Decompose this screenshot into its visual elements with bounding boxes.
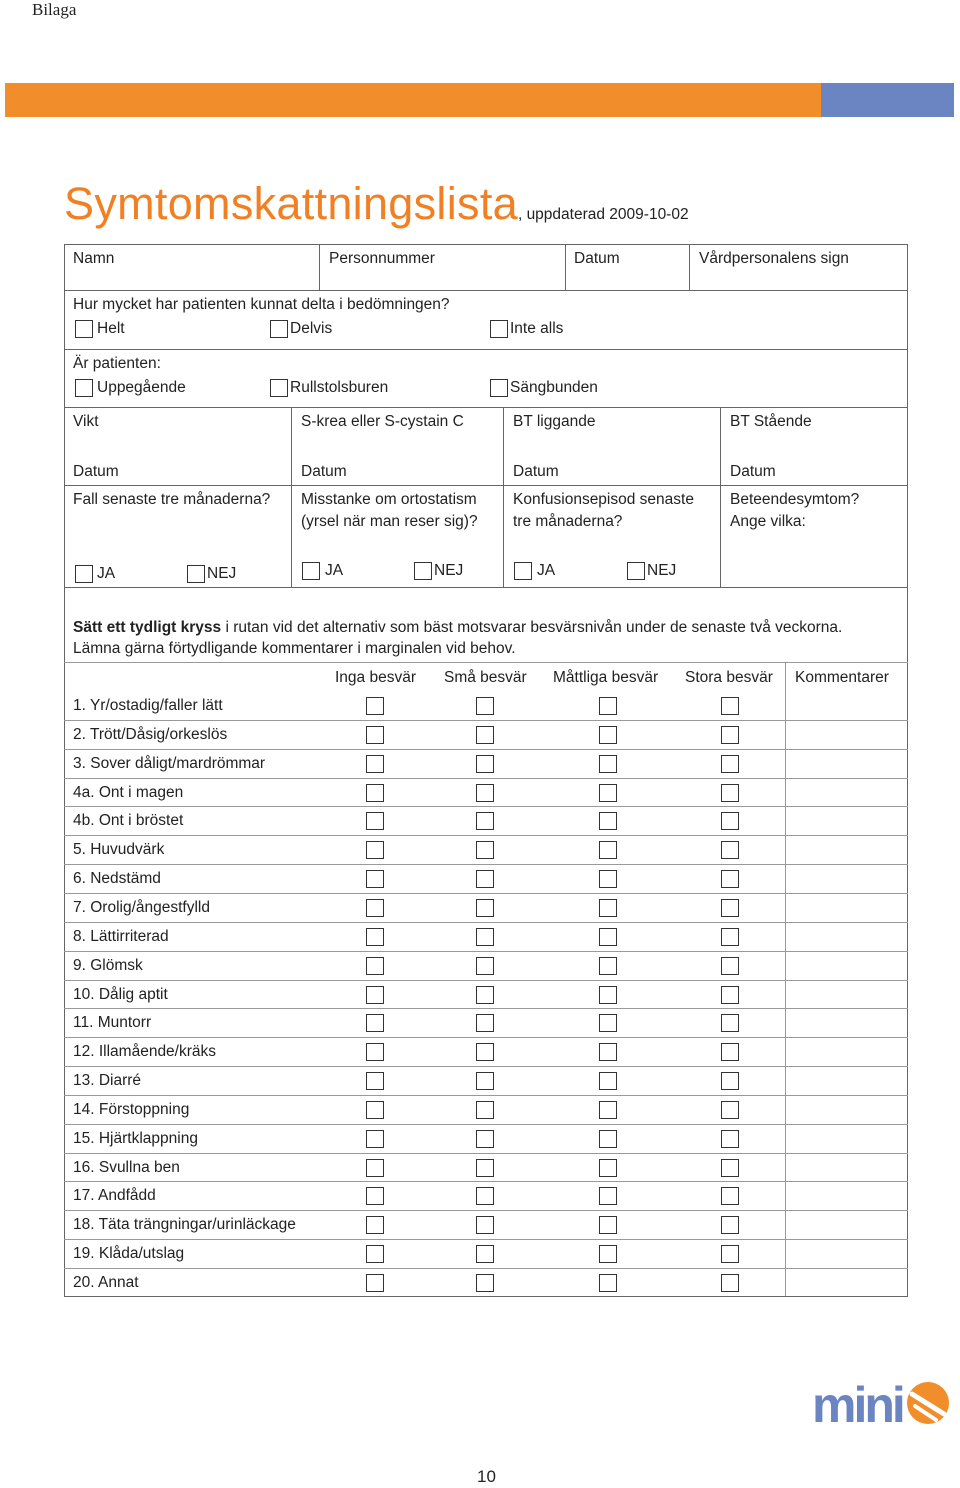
severity-checkbox-none[interactable] <box>366 1274 384 1292</box>
bp-standing-label: BT Stående <box>730 413 812 430</box>
symptom-label: 15. Hjärtklappning <box>73 1129 198 1147</box>
symptom-label: 6. Nedstämd <box>73 870 161 888</box>
row-divider <box>64 1066 908 1067</box>
severity-checkbox-severe[interactable] <box>721 1216 739 1234</box>
comment-field[interactable] <box>786 1210 906 1239</box>
comment-field[interactable] <box>786 1153 906 1182</box>
comment-field[interactable] <box>786 1124 906 1153</box>
severity-checkbox-none[interactable] <box>366 1014 384 1032</box>
row-divider <box>64 1153 908 1154</box>
severity-checkbox-moderate[interactable] <box>599 1101 617 1119</box>
weight-date-label: Datum <box>73 463 119 480</box>
symptom-label: 7. Orolig/ångestfylld <box>73 898 210 916</box>
row-divider <box>64 1037 908 1038</box>
ortho-yes-label: JA <box>325 562 344 579</box>
behavior-question-line2: Ange vilka: <box>730 513 806 530</box>
behavior-question-line1: Beteendesymtom? <box>730 491 860 508</box>
severity-checkbox-moderate[interactable] <box>599 870 617 888</box>
mobility-checkbox-bedridden[interactable] <box>490 379 508 397</box>
severity-checkbox-none[interactable] <box>366 784 384 802</box>
instructions-rest: i rutan vid det alternativ som bäst motsvarar besvärsnivån under de senaste två veckorna. <box>221 619 843 636</box>
severity-checkbox-severe[interactable] <box>721 1159 739 1177</box>
confusion-yes-label: JA <box>537 562 556 579</box>
mobility-question: Är patienten: <box>73 355 161 372</box>
severity-checkbox-none[interactable] <box>366 1159 384 1177</box>
severity-checkbox-severe[interactable] <box>721 1130 739 1148</box>
ortho-question-line1: Misstanke om ortostatism <box>301 491 477 508</box>
symptom-label: 11. Muntorr <box>73 1014 152 1032</box>
severity-checkbox-moderate[interactable] <box>599 812 617 830</box>
severity-checkbox-moderate[interactable] <box>599 1130 617 1148</box>
severity-checkbox-minor[interactable] <box>476 1101 494 1119</box>
mini-logo <box>812 1378 952 1435</box>
comment-field[interactable] <box>786 1066 906 1095</box>
comment-field[interactable] <box>786 951 906 980</box>
severity-checkbox-none[interactable] <box>366 1043 384 1061</box>
mobility-label-bedridden: Sängbunden <box>510 379 598 396</box>
severity-checkbox-severe[interactable] <box>721 1072 739 1090</box>
row-divider <box>64 835 908 836</box>
severity-checkbox-moderate[interactable] <box>599 784 617 802</box>
severity-checkbox-severe[interactable] <box>721 1014 739 1032</box>
participation-checkbox-partial[interactable] <box>270 320 288 338</box>
participation-label-full: Helt <box>97 320 125 337</box>
severity-checkbox-severe[interactable] <box>721 726 739 744</box>
severity-checkbox-minor[interactable] <box>476 726 494 744</box>
row-divider <box>64 922 908 923</box>
symptom-label: 2. Trött/Dåsig/orkeslös <box>73 725 228 743</box>
severity-checkbox-minor[interactable] <box>476 812 494 830</box>
severity-checkbox-severe[interactable] <box>721 812 739 830</box>
falls-no-label: NEJ <box>207 565 237 582</box>
participation-label-partial: Delvis <box>290 320 333 337</box>
comment-field[interactable] <box>786 980 906 1009</box>
bp-lying-label: BT liggande <box>513 413 596 430</box>
severity-checkbox-none[interactable] <box>366 1072 384 1090</box>
title-main: Symtomskattningslista <box>64 178 518 229</box>
severity-checkbox-severe[interactable] <box>721 1245 739 1263</box>
row-divider <box>64 1008 908 1009</box>
comment-field[interactable] <box>786 922 906 951</box>
participation-checkbox-full[interactable] <box>75 320 93 338</box>
comment-field[interactable] <box>786 720 906 749</box>
column-header-moderate: Måttliga besvär <box>553 669 659 686</box>
falls-no-checkbox[interactable] <box>187 565 205 583</box>
column-header-comments: Kommentarer <box>795 669 889 686</box>
confusion-question-line1: Konfusionsepisod senaste <box>513 491 694 508</box>
severity-checkbox-none[interactable] <box>366 1216 384 1234</box>
severity-checkbox-moderate[interactable] <box>599 841 617 859</box>
severity-checkbox-minor[interactable] <box>476 986 494 1004</box>
instructions-bold: Sätt ett tydligt kryss <box>73 619 222 636</box>
severity-checkbox-minor[interactable] <box>476 899 494 917</box>
comment-field[interactable] <box>786 1008 906 1037</box>
date-field-label: Datum <box>574 250 620 267</box>
severity-checkbox-severe[interactable] <box>721 1101 739 1119</box>
weight-label: Vikt <box>73 413 99 430</box>
severity-checkbox-minor[interactable] <box>476 697 494 715</box>
comment-field[interactable] <box>786 1095 906 1124</box>
row-divider <box>64 749 908 750</box>
severity-checkbox-minor[interactable] <box>476 1043 494 1061</box>
comment-field[interactable] <box>786 1037 906 1066</box>
severity-checkbox-moderate[interactable] <box>599 957 617 975</box>
severity-checkbox-moderate[interactable] <box>599 928 617 946</box>
severity-checkbox-moderate[interactable] <box>599 899 617 917</box>
severity-checkbox-none[interactable] <box>366 726 384 744</box>
ortho-no-checkbox[interactable] <box>414 562 432 580</box>
row-divider <box>64 893 908 894</box>
ortho-no-label: NEJ <box>434 562 464 579</box>
participation-checkbox-none[interactable] <box>490 320 508 338</box>
symptom-label: 8. Lättirriterad <box>73 927 169 945</box>
symptom-label: 12. Illamående/kräks <box>73 1043 217 1061</box>
severity-checkbox-minor[interactable] <box>476 928 494 946</box>
severity-checkbox-minor[interactable] <box>476 1072 494 1090</box>
severity-checkbox-minor[interactable] <box>476 755 494 773</box>
symptom-label: 5. Huvudvärk <box>73 841 165 859</box>
logo-text: mini <box>812 1378 903 1430</box>
severity-checkbox-severe[interactable] <box>721 755 739 773</box>
severity-checkbox-severe[interactable] <box>721 899 739 917</box>
severity-checkbox-minor[interactable] <box>476 870 494 888</box>
confusion-no-checkbox[interactable] <box>627 562 645 580</box>
comment-field[interactable] <box>786 806 906 835</box>
header-bar-blue <box>821 83 954 117</box>
severity-checkbox-severe[interactable] <box>721 1187 739 1205</box>
severity-checkbox-moderate[interactable] <box>599 1245 617 1263</box>
severity-checkbox-none[interactable] <box>366 928 384 946</box>
mini-logo-graphic <box>812 1378 952 1430</box>
column-header-none: Inga besvär <box>335 669 416 686</box>
severity-checkbox-severe[interactable] <box>721 784 739 802</box>
severity-checkbox-severe[interactable] <box>721 928 739 946</box>
row-divider <box>64 778 908 779</box>
severity-checkbox-none[interactable] <box>366 755 384 773</box>
ortho-yes-checkbox[interactable] <box>302 562 320 580</box>
severity-checkbox-none[interactable] <box>366 986 384 1004</box>
symptom-label: 4b. Ont i bröstet <box>73 812 184 830</box>
symptom-label: 9. Glömsk <box>73 956 143 974</box>
severity-checkbox-moderate[interactable] <box>599 726 617 744</box>
confusion-yes-checkbox[interactable] <box>514 562 532 580</box>
ortho-question-line2: (yrsel när man reser sig)? <box>301 513 478 530</box>
severity-checkbox-minor[interactable] <box>476 1159 494 1177</box>
column-header-severe: Stora besvär <box>685 669 773 686</box>
mobility-label-wheelchair: Rullstolsburen <box>290 379 389 396</box>
severity-checkbox-moderate[interactable] <box>599 755 617 773</box>
staff-sign-field-label: Vårdpersonalens sign <box>699 250 849 267</box>
symptom-label: 14. Förstoppning <box>73 1100 190 1118</box>
severity-checkbox-minor[interactable] <box>476 1014 494 1032</box>
mobility-label-walking: Uppegående <box>97 379 186 396</box>
row-divider <box>64 1095 908 1096</box>
symptom-label: 18. Täta trängningar/urinläckage <box>73 1216 296 1234</box>
symptom-label: 16. Svullna ben <box>73 1158 180 1176</box>
comment-field[interactable] <box>786 835 906 864</box>
severity-checkbox-moderate[interactable] <box>599 1014 617 1032</box>
severity-checkbox-severe[interactable] <box>721 1274 739 1292</box>
row-divider <box>64 1268 908 1269</box>
participation-label-none: Inte alls <box>510 320 564 337</box>
severity-checkbox-severe[interactable] <box>721 957 739 975</box>
severity-checkbox-none[interactable] <box>366 870 384 888</box>
severity-checkbox-none[interactable] <box>366 957 384 975</box>
comment-field[interactable] <box>786 1239 906 1268</box>
falls-yes-label: JA <box>97 565 116 582</box>
comment-field[interactable] <box>786 749 906 778</box>
severity-checkbox-severe[interactable] <box>721 870 739 888</box>
severity-checkbox-minor[interactable] <box>476 1216 494 1234</box>
header-bar-orange <box>5 83 821 117</box>
row-divider <box>64 980 908 981</box>
creatinine-label: S-krea eller S-cystain C <box>301 413 464 430</box>
severity-checkbox-minor[interactable] <box>476 1245 494 1263</box>
severity-checkbox-minor[interactable] <box>476 1274 494 1292</box>
severity-checkbox-minor[interactable] <box>476 841 494 859</box>
severity-checkbox-none[interactable] <box>366 697 384 715</box>
severity-checkbox-none[interactable] <box>366 899 384 917</box>
symptom-label: 17. Andfådd <box>73 1187 156 1205</box>
row-divider <box>64 1239 908 1240</box>
form-top-border <box>64 244 908 245</box>
form-left-border <box>64 244 65 587</box>
comment-field[interactable] <box>786 864 906 893</box>
form-right-border <box>907 244 908 587</box>
severity-checkbox-moderate[interactable] <box>599 986 617 1004</box>
symptom-label: 10. Dålig aptit <box>73 985 168 1003</box>
symptom-label: 3. Sover dåligt/mardrömmar <box>73 754 266 772</box>
mobility-checkbox-walking[interactable] <box>75 379 93 397</box>
symptom-label: 20. Annat <box>73 1274 139 1291</box>
symptom-label: 1. Yr/ostadig/faller lätt <box>73 697 223 714</box>
mobility-checkbox-wheelchair[interactable] <box>270 379 288 397</box>
severity-checkbox-moderate[interactable] <box>599 1187 617 1205</box>
severity-checkbox-none[interactable] <box>366 1187 384 1205</box>
severity-checkbox-moderate[interactable] <box>599 697 617 715</box>
severity-checkbox-moderate[interactable] <box>599 1274 617 1292</box>
title-updated: , uppdaterad 2009-10-02 <box>517 206 689 223</box>
comment-field[interactable] <box>786 893 906 922</box>
name-field-label: Namn <box>73 250 115 267</box>
severity-checkbox-minor[interactable] <box>476 1130 494 1148</box>
falls-question: Fall senaste tre månaderna? <box>73 491 271 508</box>
row-divider <box>64 1124 908 1125</box>
instructions-line2: Lämna gärna förtydligande kommentarer i marginalen vid behov. <box>73 640 516 657</box>
severity-checkbox-severe[interactable] <box>721 841 739 859</box>
severity-checkbox-none[interactable] <box>366 1130 384 1148</box>
comment-field[interactable] <box>786 778 906 807</box>
severity-checkbox-minor[interactable] <box>476 1187 494 1205</box>
page-title <box>64 176 689 243</box>
severity-checkbox-severe[interactable] <box>721 986 739 1004</box>
row-divider <box>64 864 908 865</box>
row-divider <box>64 951 908 952</box>
row-divider <box>64 1181 908 1182</box>
page-number: 10 <box>477 1467 496 1486</box>
row-divider <box>64 720 908 721</box>
severity-checkbox-severe[interactable] <box>721 1043 739 1061</box>
participation-question: Hur mycket har patienten kunnat delta i bedömningen? <box>73 296 450 313</box>
comment-field[interactable] <box>786 1181 906 1210</box>
severity-checkbox-moderate[interactable] <box>599 1216 617 1234</box>
severity-checkbox-moderate[interactable] <box>599 1159 617 1177</box>
severity-checkbox-severe[interactable] <box>721 697 739 715</box>
bp-lying-date-label: Datum <box>513 463 559 480</box>
creatinine-date-label: Datum <box>301 463 347 480</box>
row-divider <box>64 1210 908 1211</box>
symptom-label: 19. Klåda/utslag <box>73 1245 185 1263</box>
form-bottom-border <box>64 1296 908 1297</box>
instructions-line1 <box>73 618 842 638</box>
comment-field[interactable] <box>786 691 906 720</box>
confusion-question-line2: tre månaderna? <box>513 513 623 530</box>
severity-checkbox-moderate[interactable] <box>599 1043 617 1061</box>
severity-checkbox-minor[interactable] <box>476 957 494 975</box>
falls-yes-checkbox[interactable] <box>75 565 93 583</box>
severity-checkbox-none[interactable] <box>366 841 384 859</box>
confusion-no-label: NEJ <box>647 562 677 579</box>
bp-standing-date-label: Datum <box>730 463 776 480</box>
ssn-field-label: Personnummer <box>329 250 435 267</box>
row-divider <box>64 806 908 807</box>
severity-checkbox-none[interactable] <box>366 1101 384 1119</box>
comment-field[interactable] <box>786 1268 906 1297</box>
severity-checkbox-none[interactable] <box>366 812 384 830</box>
severity-checkbox-minor[interactable] <box>476 784 494 802</box>
column-header-minor: Små besvär <box>444 669 527 686</box>
symptom-label: 13. Diarré <box>73 1072 142 1090</box>
symptom-label: 4a. Ont i magen <box>73 783 184 801</box>
annex-label: Bilaga <box>32 0 77 19</box>
severity-checkbox-none[interactable] <box>366 1245 384 1263</box>
severity-checkbox-moderate[interactable] <box>599 1072 617 1090</box>
